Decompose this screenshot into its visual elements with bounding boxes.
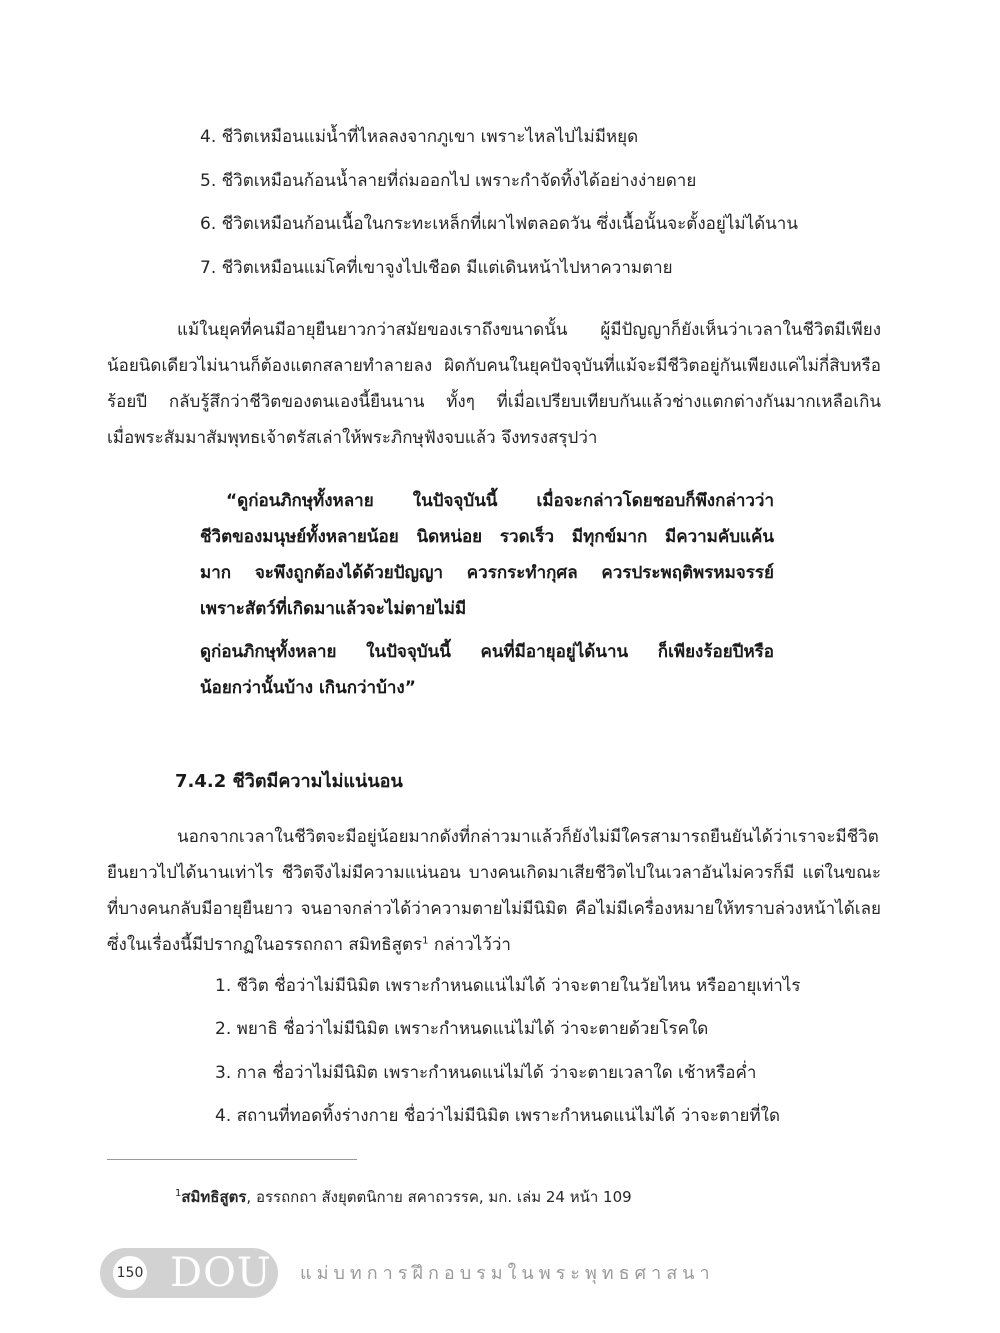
paragraph-line: น้อยนิดเดียวไม่นานก็ต้องแตกสลายทำลายลง ผิดกับคนในยุคปัจจุบันที่แม้จะมีชีวิตอยู่กันเพียงแค่ไม่กี่สิบหรือ (107, 356, 881, 376)
quote-line: ชีวิตของมนุษย์ทั้งหลายน้อย นิดหน่อย รวดเร็ว มีทุกข์มาก มีความคับแค้น (200, 527, 774, 547)
paragraph-line: ที่บางคนกลับมีอายุยืนยาว จนอาจกล่าวได้ว่าความตายไม่มีนิมิต คือไม่มีเครื่องหมายให้ทราบล่วงหน้าได้เลย (107, 899, 881, 919)
footnote-reference[interactable]: 1 (422, 935, 429, 947)
paragraph-line: ยืนยาวไปได้นานเท่าไร ชีวิตจึงไม่มีความแน่นอน บางคนเกิดมาเสียชีวิตไปในเวลาอันไม่ควรก็มี แต่ในขณะ (107, 863, 881, 883)
list-item: 7. ชีวิตเหมือนแม่โคที่เขาจูงไปเชือด มีแต่เดินหน้าไปหาความตาย (200, 258, 673, 278)
paragraph-line: แม้ในยุคที่คนมีอายุยืนยาวกว่าสมัยของเราถึงขนาดนั้น ผู้มีปัญญาก็ยังเห็นว่าเวลาในชีวิตมีเพียง (177, 320, 881, 340)
book-title: แม่บทการฝึกอบรมในพระพุทธศาสนา (300, 1263, 715, 1284)
paragraph-line: เมื่อพระสัมมาสัมพุทธเจ้าตรัสเล่าให้พระภิกษุฟังจบแล้ว จึงทรงสรุปว่า (107, 428, 598, 448)
footnote (175, 1186, 632, 1208)
quote-line: เพราะสัตว์ที่เกิดมาแล้วจะไม่ตายไม่มี (200, 599, 467, 619)
footnote-divider (107, 1159, 357, 1160)
footnote-citation: , อรรถกถา สังยุตตนิกาย สคาถวรรค, มก. เล่ม 24 หน้า 109 (246, 1188, 632, 1206)
list-item: 4. ชีวิตเหมือนแม่น้ำที่ไหลลงจากภูเขา เพราะไหลไปไม่มีหยุด (200, 127, 639, 147)
footnote-number: 1 (175, 1188, 182, 1199)
quote-line: ดูก่อนภิกษุทั้งหลาย ในปัจจุบันนี้ คนที่มีอายุอยู่ได้นาน ก็เพียงร้อยปีหรือ (200, 642, 774, 662)
section-heading: 7.4.2 ชีวิตมีความไม่แน่นอน (175, 771, 403, 792)
buddha-quote-part-2 (200, 634, 774, 706)
paragraph-line: ร้อยปี กลับรู้สึกว่าชีวิตของตนเองนี้ยืนนาน ทั้งๆ ที่เมื่อเปรียบเทียบกันแล้วช่างแตกต่างกันมากเหลือเกิน (107, 392, 881, 412)
list-item: 4. สถานที่ทอดทิ้งร่างกาย ชื่อว่าไม่มีนิมิต เพราะกำหนดแน่ไม่ได้ ว่าจะตายที่ใด (215, 1106, 781, 1126)
paragraph-text: กล่าวไว้ว่า (428, 935, 511, 955)
list-item: 3. กาล ชื่อว่าไม่มีนิมิต เพราะกำหนดแน่ไม่ได้ ว่าจะตายเวลาใด เช้าหรือค่ำ (215, 1063, 757, 1083)
paragraph-text: ซึ่งในเรื่องนี้มีปรากฏในอรรถกถา สมิทธิสูตร (107, 935, 423, 955)
list-item: 6. ชีวิตเหมือนก้อนเนื้อในกระทะเหล็กที่เผาไฟตลอดวัน ซึ่งเนื้อนั้นจะตั้งอยู่ไม่ได้นาน (200, 214, 798, 234)
paragraph-uncertainty (107, 819, 881, 963)
footnote-source-title: สมิทธิสูตร (181, 1188, 247, 1206)
quote-line: น้อยกว่านั้นบ้าง เกินกว่าบ้าง” (200, 678, 416, 698)
page-number: 150 (113, 1256, 147, 1290)
list-item: 2. พยาธิ ชื่อว่าไม่มีนิมิต เพราะกำหนดแน่ไม่ได้ ว่าจะตายด้วยโรคใด (215, 1019, 709, 1039)
page-number-badge (100, 1248, 278, 1298)
page-footer (100, 1248, 920, 1300)
list-item: 5. ชีวิตเหมือนก้อนน้ำลายที่ถ่มออกไป เพราะกำจัดทิ้งได้อย่างง่ายดาย (200, 171, 697, 191)
buddha-quote-part-1 (200, 483, 774, 627)
dou-logo: DOU (170, 1250, 272, 1296)
quote-line: มาก จะพึงถูกต้องได้ด้วยปัญญา ควรกระทำกุศล ควรประพฤติพรหมจรรย์ (200, 563, 774, 583)
list-item: 1. ชีวิต ชื่อว่าไม่มีนิมิต เพราะกำหนดแน่ไม่ได้ ว่าจะตายในวัยไหน หรืออายุเท่าไร (215, 976, 801, 996)
paragraph-line-with-reference (107, 927, 881, 963)
quote-line: “ดูก่อนภิกษุทั้งหลาย ในปัจจุบันนี้ เมื่อจะกล่าวโดยชอบก็พึงกล่าวว่า (226, 491, 774, 511)
paragraph-lifespan (107, 312, 881, 456)
paragraph-line: นอกจากเวลาในชีวิตจะมีอยู่น้อยมากดังที่กล่าวมาแล้วก็ยังไม่มีใครสามารถยืนยันได้ว่าเราจะมีชีวิต (177, 827, 879, 847)
